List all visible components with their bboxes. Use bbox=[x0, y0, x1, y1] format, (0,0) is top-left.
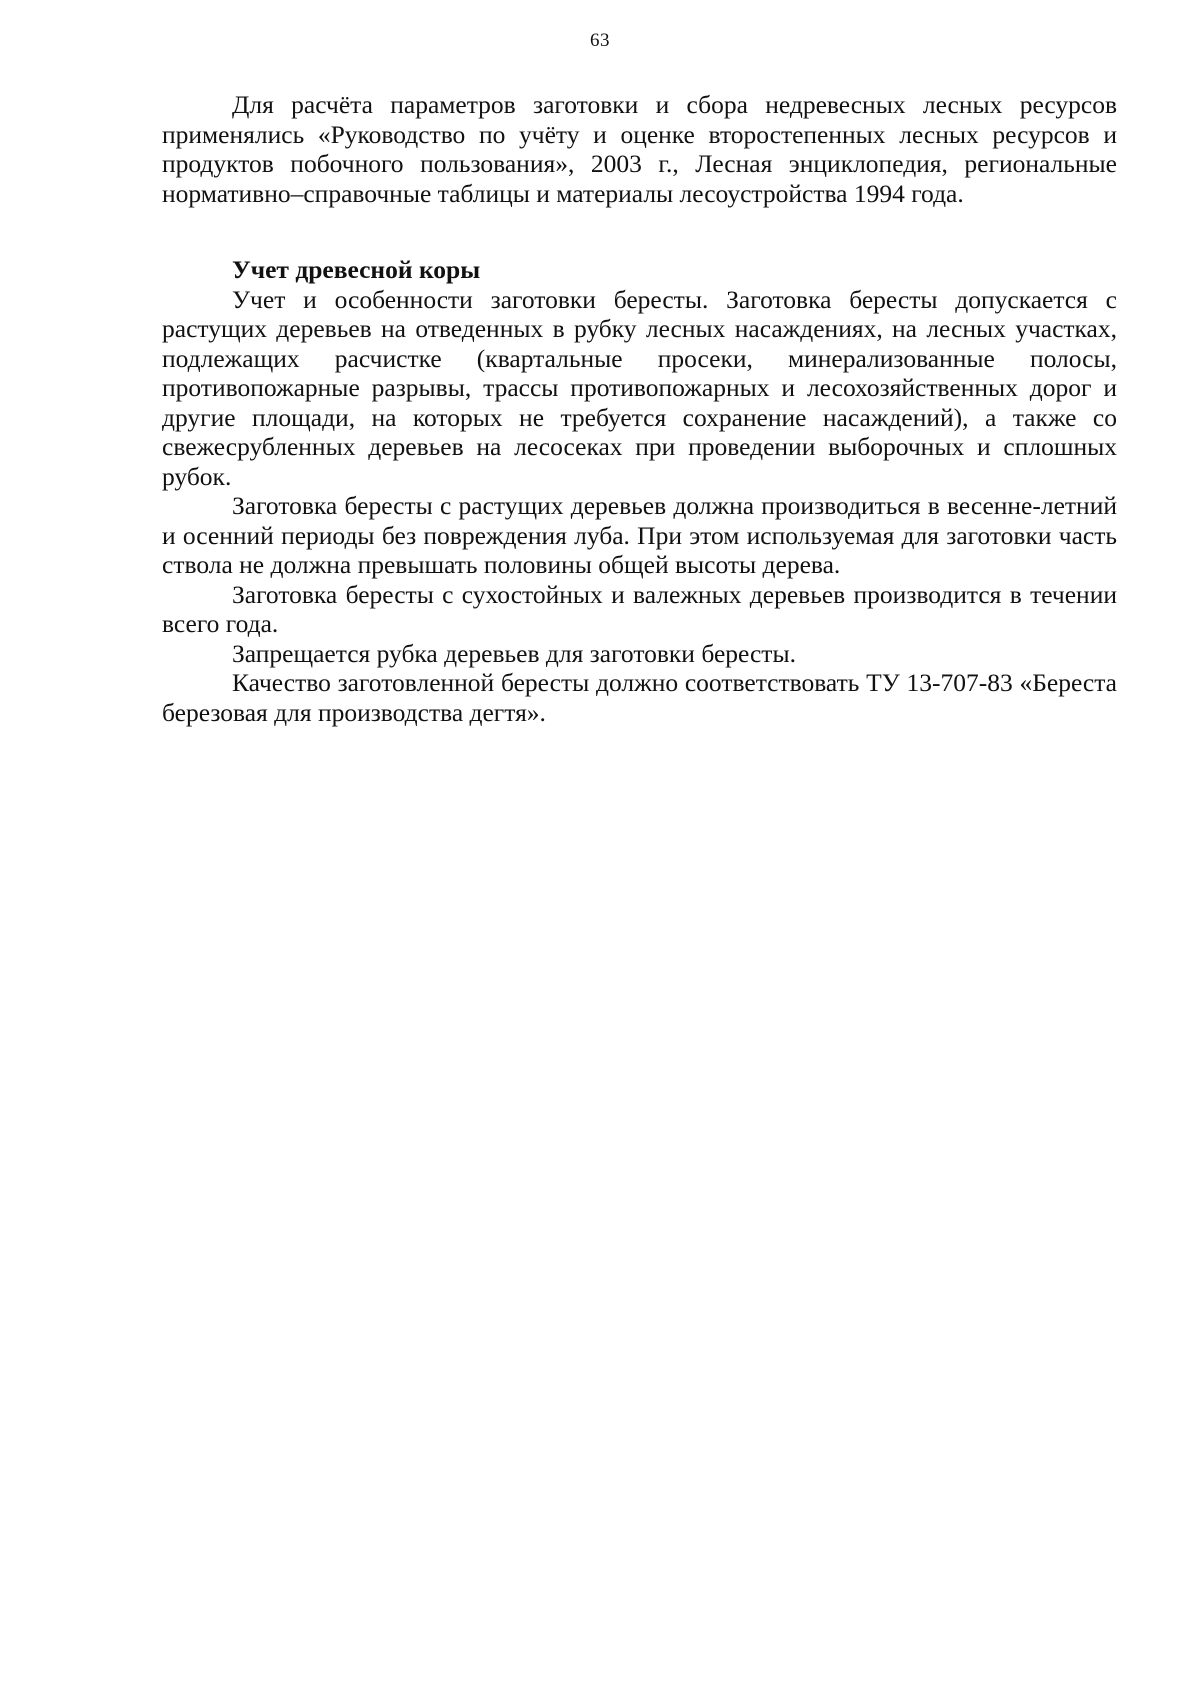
intro-paragraph: Для расчёта параметров заготовки и сбора недревесных лесных ресурсов применялись «Руководство по учёту и оценке второстепенных лесных ресурсов и продуктов побочного пользования», 2003 г., Лесная энциклопедия, региональные нормативно–справочные таблицы и материалы лесоустройства 1994 года. bbox=[162, 90, 1117, 208]
section-paragraph: Качество заготовленной бересты должно соответствовать ТУ 13-707-83 «Береста березовая для производства дегтя». bbox=[162, 668, 1117, 727]
section-paragraph: Заготовка бересты с растущих деревьев должна производиться в весенне-летний и осенний периоды без повреждения луба. При этом используемая для заготовки часть ствола не должна превышать половины общей высоты дерева. bbox=[162, 491, 1117, 579]
section-paragraph: Учет и особенности заготовки бересты. Заготовка бересты допускается с растущих деревьев на отведенных в рубку лесных насаждениях, на лесных участках, подлежащих расчистке (квартальные просеки, минерализованные полосы, противопожарные разрывы, трассы противопожарных и лесохозяйственных дорог и другие площади, на которых не требуется сохранение насаждений), а также со свежесрубленных деревьев на лесосеках при проведении выборочных и сплошных рубок. bbox=[162, 284, 1117, 491]
document-body bbox=[162, 90, 1117, 727]
section-paragraph: Заготовка бересты с сухостойных и валежных деревьев производится в течении всего года. bbox=[162, 579, 1117, 638]
section-heading: Учет древесной коры bbox=[232, 255, 481, 284]
section-paragraph: Запрещается рубка деревьев для заготовки бересты. bbox=[232, 638, 796, 668]
page-number: 63 bbox=[590, 30, 610, 51]
